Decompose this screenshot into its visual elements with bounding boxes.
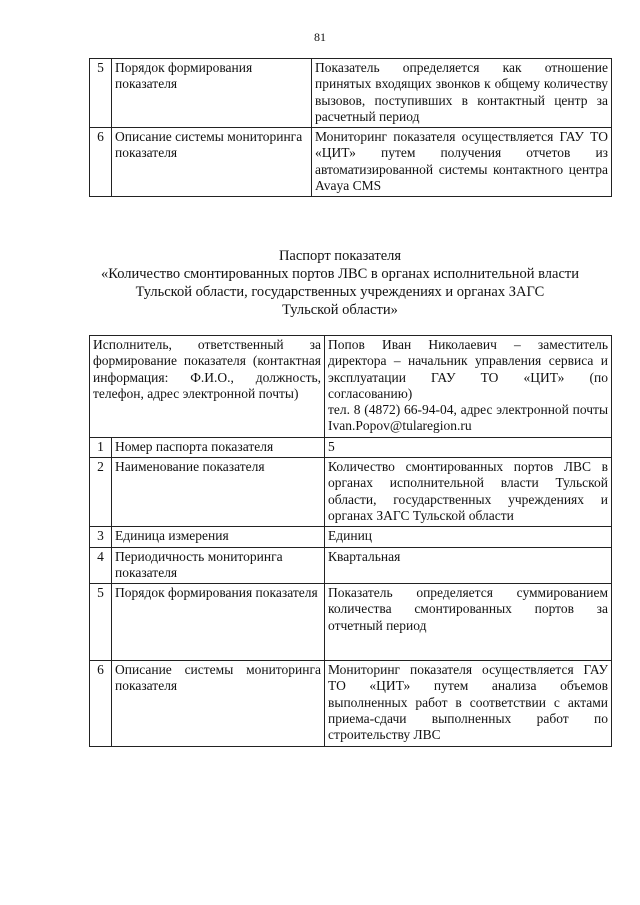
row-number: 2 [90, 458, 112, 527]
executor-row [90, 336, 612, 438]
row-number: 4 [90, 547, 112, 584]
row-label: Порядок формирования показателя [112, 584, 325, 661]
row-number: 6 [90, 128, 112, 197]
row-value: Мониторинг показателя осуществляется ГАУ ТО «ЦИТ» путем анализа объемов выполненных работ в соответствии с актами приема-сдачи выполненных работ по строительству ЛВС [325, 661, 612, 746]
table-row [90, 437, 612, 457]
executor-value [325, 336, 612, 438]
top-table [89, 58, 612, 197]
row-label: Номер паспорта показателя [112, 437, 325, 457]
passport-table [89, 335, 612, 747]
row-label: Единица измерения [112, 527, 325, 547]
row-value: Показатель определяется суммированием количества смонтированных портов за отчетный период [325, 584, 612, 661]
row-label: Периодичность мониторинга показателя [112, 547, 325, 584]
row-number: 3 [90, 527, 112, 547]
row-value: Показатель определяется как отношение принятых входящих звонков к общему количеству вызовов, поступивших в контактный центр за расчетный период [312, 59, 612, 128]
row-value: Единиц [325, 527, 612, 547]
passport-title-line: Тульской области, государственных учреждениях и органах ЗАГС [135, 284, 545, 300]
table-row [90, 584, 612, 661]
row-value: Мониторинг показателя осуществляется ГАУ ТО «ЦИТ» путем получения отчетов из автоматизированной системы контактного центра Avaya CMS [312, 128, 612, 197]
passport-title [60, 247, 620, 319]
table-row [90, 458, 612, 527]
table-row [90, 59, 612, 128]
row-number: 5 [90, 59, 112, 128]
row-label: Порядок формирования показателя [112, 59, 312, 128]
row-label: Описание системы мониторинга показателя [112, 661, 325, 746]
table-row [90, 547, 612, 584]
row-value: 5 [325, 437, 612, 457]
row-label: Наименование показателя [112, 458, 325, 527]
passport-title-line: Паспорт показателя [278, 248, 402, 264]
passport-title-line: Тульской области» [282, 302, 398, 318]
table-row [90, 128, 612, 197]
passport-title-line: «Количество смонтированных портов ЛВС в органах исполнительной власти [101, 266, 579, 282]
row-label: Описание системы мониторинга показателя [112, 128, 312, 197]
row-value: Квартальная [325, 547, 612, 584]
row-number: 5 [90, 584, 112, 661]
executor-contact: Попов Иван Николаевич – заместитель директора – начальник управления сервиса и эксплуатации ГАУ ТО «ЦИТ» (по согласованию) [328, 337, 609, 401]
row-number: 6 [90, 661, 112, 746]
executor-label: Исполнитель, ответственный за формирование показателя (контактная информация: Ф.И.О., должность, телефон, адрес электронной почты) [90, 336, 325, 438]
table-row [90, 527, 612, 547]
page-number: 81 [314, 30, 326, 44]
row-value: Количество смонтированных портов ЛВС в органах исполнительной власти Тульской области, государственных учреждениях и органах ЗАГС Тульской области [325, 458, 612, 527]
executor-phone-email: тел. 8 (4872) 66-94-04, адрес электронной почты Ivan.Popov@tularegion.ru [328, 402, 609, 434]
row-number: 1 [90, 437, 112, 457]
table-row [90, 661, 612, 746]
